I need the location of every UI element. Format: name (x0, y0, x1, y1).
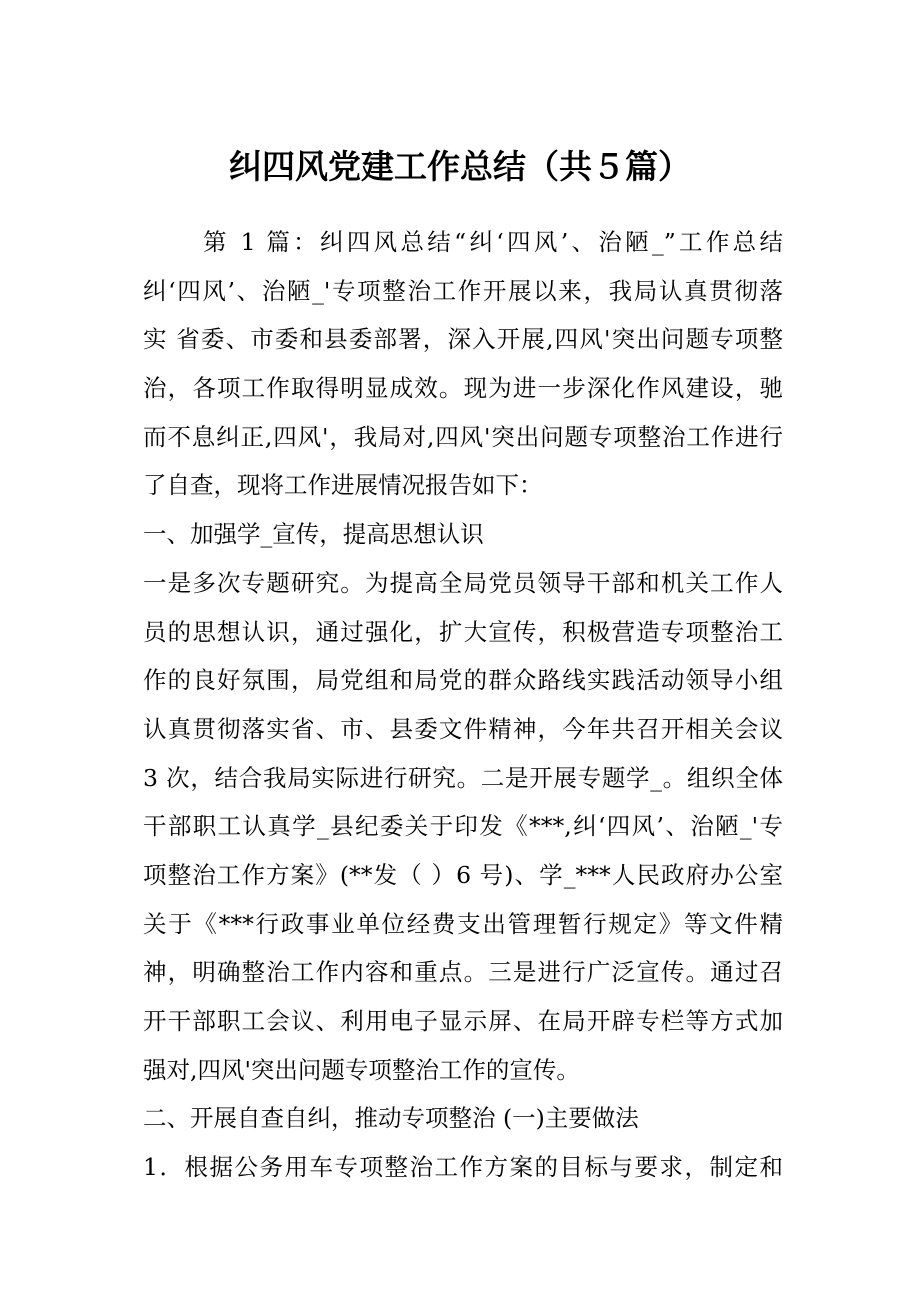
paragraph-line: 认真贯彻落实省、市、县委文件精神，今年共召开相关会议 (143, 714, 783, 743)
paragraph-line: 神，明确整治工作内容和重点。三是进行广泛宣传。通过召 (143, 958, 783, 987)
paragraph-line: 治，各项工作取得明显成效。现为进一步深化作风建设，驰 (143, 374, 783, 403)
paragraph-line: 纠‘四风’、治陋_'专项整治工作开展以来，我局认真贯彻落 (143, 276, 783, 305)
paragraph-line: 作的良好氛围，局党组和局党的群众路线实践活动领导小组 (143, 666, 783, 695)
paragraph-line: 一是多次专题研究。为提高全局党员领导干部和机关工作人 (143, 568, 783, 597)
paragraph-line: 关于《***行政事业单位经费支出管理暂行规定》等文件精 (143, 909, 783, 938)
document-title: 纠四风党建工作总结（共５篇） (229, 147, 691, 186)
section-heading: 一、加强学_宣传，提高思想认识 (143, 520, 484, 549)
paragraph-line: 1．根据公务用车专项整治工作方案的目标与要求，制定和 (143, 1153, 783, 1182)
document-body (143, 218, 783, 1192)
paragraph-line: 了自查，现将工作进展情况报告如下： (143, 471, 543, 500)
paragraph-line: 强对,四风'突出问题专项整治工作的宣传。 (143, 1055, 580, 1084)
paragraph-line: 3 次，结合我局实际进行研究。二是开展专题学_。组织全体 (143, 763, 783, 792)
paragraph-line: 第 1 篇：纠四风总结“纠‘四风’、治陋_”工作总结 (203, 228, 783, 256)
section-heading: 二、开展自查自纠，推动专项整治 (一)主要做法 (143, 1104, 639, 1133)
paragraph-line: 实 省委、市委和县委部署，深入开展,四风'突出问题专项整 (143, 325, 783, 354)
paragraph-line: 开干部职工会议、利用电子显示屏、在局开辟专栏等方式加 (143, 1007, 783, 1035)
paragraph-line: 而不息纠正,四风'，我局对,四风'突出问题专项整治工作进行 (143, 422, 783, 451)
paragraph-line: 干部职工认真学_县纪委关于印发《***,纠‘四风’、治陋_'专 (143, 812, 783, 841)
paragraph-line: 项整治工作方案》(**发（ ）6 号)、学_***人民政府办公室 (143, 860, 783, 889)
paragraph-line: 员的思想认识，通过强化，扩大宣传，积极营造专项整治工 (143, 617, 783, 646)
